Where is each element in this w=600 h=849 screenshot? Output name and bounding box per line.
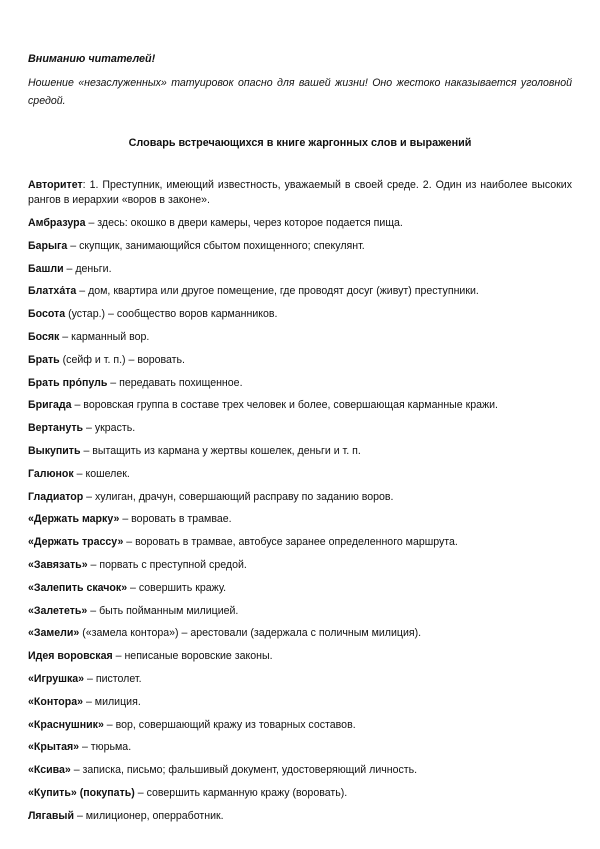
entry-term: Босота	[28, 308, 66, 321]
dictionary-entry	[28, 809, 572, 823]
dictionary-entry	[28, 512, 572, 526]
entry-term: «Замели»	[28, 627, 80, 640]
dictionary-entry	[28, 649, 572, 663]
dictionary-entry	[28, 398, 572, 412]
dictionary-entry	[28, 763, 572, 777]
entry-definition: – скупщик, занимающийся сбытом похищенного; спекулянт.	[67, 239, 365, 252]
dictionary-entry	[28, 467, 572, 481]
entry-definition: («замела контора») – арестовали (задержала с поличным милиция).	[79, 627, 422, 640]
entry-definition: – порвать с преступной средой.	[87, 558, 247, 571]
entry-definition: – воровать в трамвае, автобусе заранее определенного маршрута.	[123, 536, 458, 549]
entry-term: Галюнок	[28, 467, 74, 480]
entry-term: Лягавый	[28, 809, 74, 822]
dictionary-entry	[28, 216, 572, 230]
entry-definition: – записка, письмо; фальшивый документ, удостоверяющий личность.	[70, 764, 418, 777]
dictionary-entry	[28, 330, 572, 344]
dictionary-entry	[28, 239, 572, 253]
dictionary-entry	[28, 421, 572, 435]
entry-definition: – здесь: окошко в двери камеры, через которое подается пища.	[85, 217, 403, 229]
entry-definition: – украсть.	[83, 422, 136, 435]
entry-term: «Завязать»	[28, 558, 88, 571]
entry-term: «Держать марку»	[28, 513, 120, 526]
dictionary-entry	[28, 353, 572, 367]
dictionary-entry	[28, 740, 572, 754]
entry-definition: – воровская группа в составе трех человек и более, совершающая карманные кражи.	[71, 399, 499, 412]
dictionary-entry	[28, 672, 572, 686]
dictionary-entry	[28, 444, 572, 458]
entry-term: Выкупить	[28, 444, 81, 457]
entry-definition: (сейф и т. п.) – воровать.	[59, 353, 186, 366]
dictionary-entry	[28, 626, 572, 640]
entry-term: «Купить» (покупать)	[28, 786, 135, 799]
entry-term: Брать про́пуль	[28, 376, 108, 389]
entry-definition: – деньги.	[63, 262, 112, 275]
entry-term: Идея воровская	[28, 650, 113, 663]
entry-term: «Краснушник»	[28, 718, 104, 731]
entry-definition: – неписаные воровские законы.	[112, 650, 273, 663]
entry-definition: – милиция.	[83, 695, 141, 708]
entry-definition: – хулиган, драчун, совершающий расправу по заданию воров.	[83, 490, 394, 503]
dictionary-entry	[28, 262, 572, 276]
entry-definition: – милиционер, оперработник.	[74, 809, 224, 822]
dictionary-entry	[28, 695, 572, 709]
entry-definition: – вор, совершающий кражу из товарных составов.	[103, 718, 356, 731]
entry-term: Блатха́та	[28, 285, 77, 298]
entry-term: Вертануть	[28, 422, 84, 435]
dictionary-title: Словарь встречающихся в книге жаргонных слов и выражений	[128, 137, 472, 149]
entry-term: «Крытая»	[28, 741, 80, 754]
dictionary-entry	[28, 718, 572, 732]
entry-term: Амбразура	[28, 217, 86, 229]
dictionary-entry	[28, 284, 572, 298]
dictionary-entry	[28, 490, 572, 504]
entry-term: Гладиатор	[28, 490, 84, 503]
entry-definition: – воровать в трамвае.	[119, 513, 232, 526]
entry-definition: – вытащить из кармана у жертвы кошелек, деньги и т. п.	[80, 444, 361, 457]
entry-definition: (устар.) – сообщество воров карманников.	[65, 308, 278, 321]
entry-term: «Контора»	[28, 695, 84, 708]
dictionary-entry	[28, 786, 572, 800]
dictionary-entry	[28, 307, 572, 321]
entry-definition: – тюрьма.	[79, 741, 132, 754]
dictionary-entry	[28, 535, 572, 549]
dictionary-entry	[28, 558, 572, 572]
entry-term: Башли	[28, 262, 64, 275]
notice-text: Ношение «незаслуженных» татуировок опасно для вашей жизни! Оно жестоко наказывается уголовной средой.	[28, 77, 572, 107]
entry-term: «Залепить скачок»	[28, 581, 128, 594]
dictionary-entry	[28, 376, 572, 390]
dictionary-entry	[28, 178, 572, 208]
entry-definition: – передавать похищенное.	[107, 376, 243, 389]
entry-definition: – быть пойманным милицией.	[87, 604, 239, 617]
entry-definition: : 1. Преступник, имеющий известность, уважаемый в своей среде. 2. Один из наиболее высоких рангов в иерархии «воров в законе».	[28, 179, 572, 206]
entry-term: Брать	[28, 353, 60, 366]
entry-definition: – кошелек.	[73, 467, 130, 480]
entry-definition: – карманный вор.	[59, 330, 150, 343]
dictionary-entries	[28, 178, 572, 832]
entry-definition: – пистолет.	[84, 672, 142, 685]
entry-definition: – дом, квартира или другое помещение, где проводят досуг (живут) преступники.	[76, 285, 479, 298]
notice-title: Вниманию читателей!	[28, 53, 156, 65]
entry-term: Авторитет	[28, 179, 83, 191]
entry-term: Бригада	[28, 399, 72, 412]
entry-term: Барыга	[28, 239, 68, 252]
entry-definition: – совершить карманную кражу (воровать).	[134, 786, 348, 799]
dictionary-entry	[28, 604, 572, 618]
entry-term: Босяк	[28, 330, 60, 343]
entry-term: «Залететь»	[28, 604, 88, 617]
dictionary-entry	[28, 581, 572, 595]
entry-term: «Держать трассу»	[28, 536, 124, 549]
entry-term: «Игрушка»	[28, 672, 85, 685]
entry-term: «Ксива»	[28, 764, 71, 777]
entry-definition: – совершить кражу.	[127, 581, 227, 594]
